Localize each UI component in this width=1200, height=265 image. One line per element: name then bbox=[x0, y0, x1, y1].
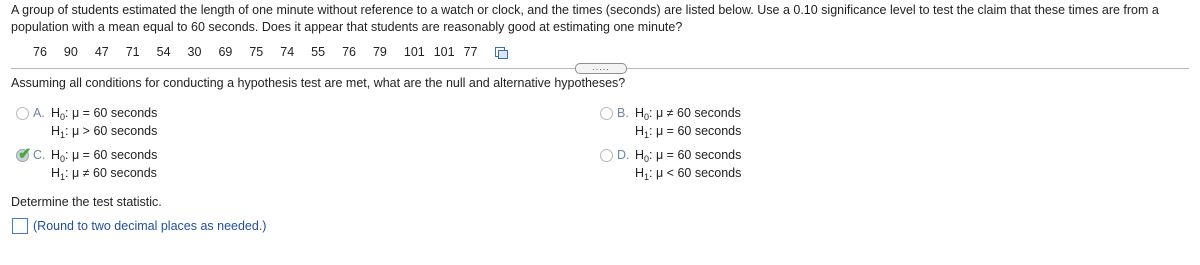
data-value: 101 bbox=[403, 45, 425, 59]
radio-button[interactable] bbox=[600, 107, 613, 120]
data-value: 101 bbox=[433, 45, 455, 59]
rounding-hint: (Round to two decimal places as needed.) bbox=[33, 219, 267, 233]
test-statistic-prompt: Determine the test statistic. bbox=[11, 195, 162, 209]
choice-letter: C. bbox=[33, 148, 46, 162]
data-value: 47 bbox=[94, 45, 109, 59]
alternative-hypothesis: $H_1$: μ > 60 seconds bbox=[51, 124, 158, 140]
answer-input[interactable] bbox=[12, 218, 28, 234]
alternative-hypothesis: $H_1$: μ = 60 seconds bbox=[635, 124, 742, 140]
choice-letter: D. bbox=[617, 148, 630, 162]
data-value: 55 bbox=[311, 45, 326, 59]
data-values-row bbox=[33, 43, 507, 61]
data-value: 54 bbox=[156, 45, 171, 59]
data-value: 77 bbox=[463, 45, 478, 59]
data-value: 75 bbox=[249, 45, 264, 59]
null-hypothesis: $H_0$: μ = 60 seconds bbox=[51, 106, 158, 122]
choice-b[interactable] bbox=[600, 106, 900, 146]
choice-letter: A. bbox=[33, 106, 45, 120]
alternative-hypothesis: $H_1$: μ ≠ 60 seconds bbox=[51, 166, 157, 182]
data-value: 30 bbox=[187, 45, 202, 59]
null-hypothesis: $H_0$: μ ≠ 60 seconds bbox=[635, 106, 741, 122]
expand-button[interactable]: ..... bbox=[575, 63, 627, 74]
question-text: Assuming all conditions for conducting a hypothesis test are met, what are the null and alternative hypotheses? bbox=[11, 76, 626, 90]
choice-c[interactable] bbox=[16, 148, 316, 188]
problem-statement: A group of students estimated the length of one minute without reference to a watch or clock, and the times (seconds) are listed below. Use a 0.10 significance level to test the claim that these times are from a population with a mean equal to 60 seconds. Does it appear that students are reasonably good at estimating one minute? bbox=[11, 3, 1159, 34]
data-value: 90 bbox=[63, 45, 78, 59]
data-value: 69 bbox=[218, 45, 233, 59]
data-value: 76 bbox=[342, 45, 356, 59]
alternative-hypothesis: $H_1$: μ < 60 seconds bbox=[635, 166, 742, 182]
choice-d[interactable] bbox=[600, 148, 900, 188]
data-value: 74 bbox=[280, 45, 295, 59]
copy-data-icon[interactable] bbox=[495, 47, 507, 58]
null-hypothesis: $H_0$: μ = 60 seconds bbox=[51, 148, 158, 164]
data-value: 76 bbox=[33, 45, 47, 59]
radio-button[interactable] bbox=[600, 149, 613, 162]
choice-letter: B. bbox=[617, 106, 629, 120]
data-value: 71 bbox=[125, 45, 140, 59]
null-hypothesis: $H_0$: μ = 60 seconds bbox=[635, 148, 742, 164]
choice-a[interactable] bbox=[16, 106, 316, 146]
data-value: 79 bbox=[372, 45, 387, 59]
checkmark-icon: ✔ bbox=[18, 146, 32, 163]
radio-button[interactable] bbox=[16, 107, 29, 120]
